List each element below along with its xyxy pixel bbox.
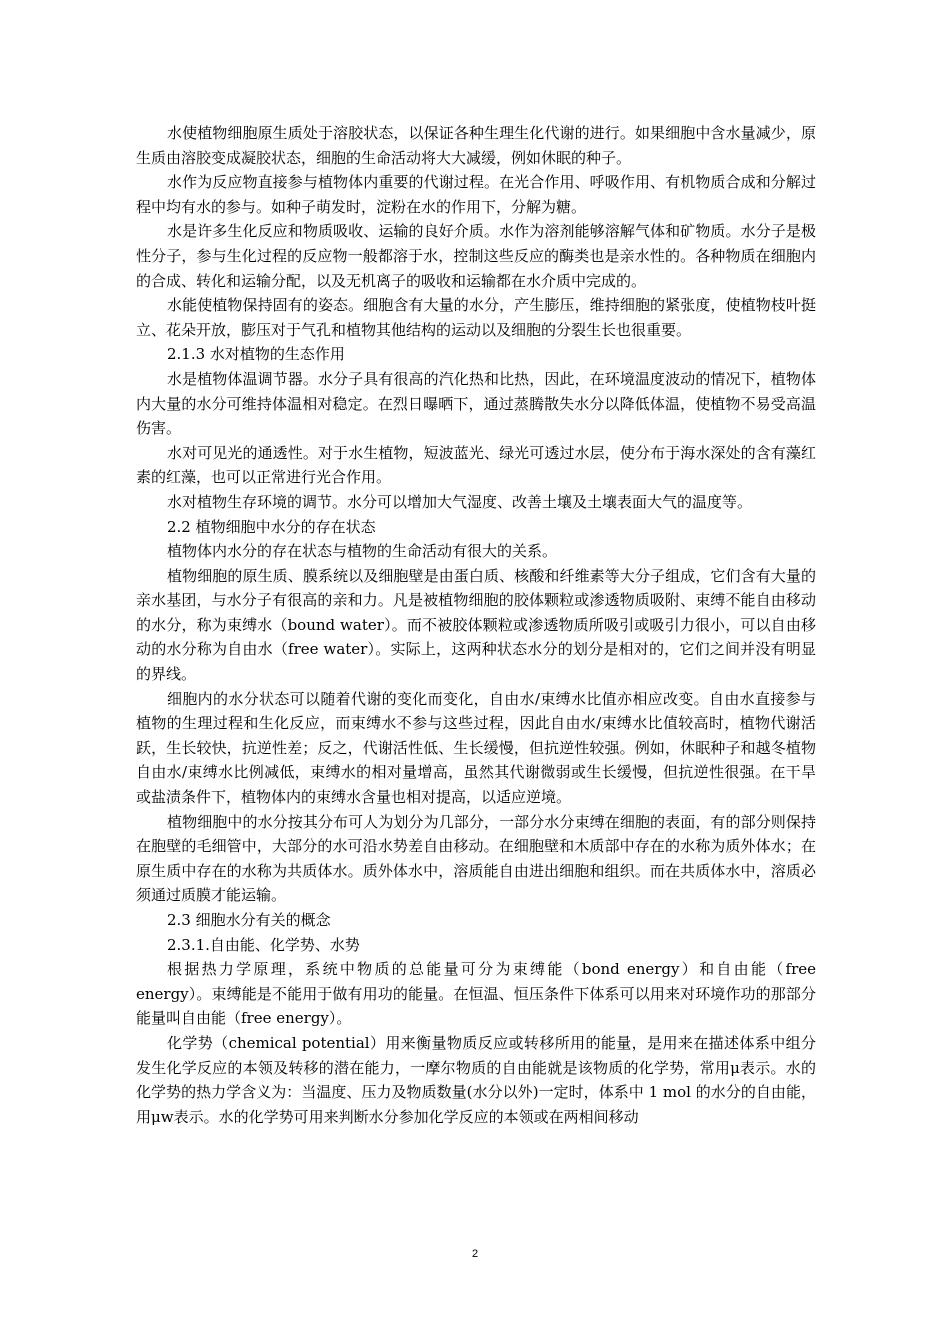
paragraph: 水对可见光的通透性。对于水生植物，短波蓝光、绿光可透过水层，使分布于海水深处的含有藻红素的红藻，也可以正常进行光合作用。 bbox=[136, 443, 816, 487]
section-heading: 2.1.3 水对植物的生态作用 bbox=[167, 345, 345, 364]
paragraph: 根据热力学原理，系统中物质的总能量可分为束缚能（bond energy）和自由能（free energy）。束缚能是不能用于做有用功的能量。在恒温、恒压条件下体系可以用来对环境作功的那部分能量叫自由能（free energy）。 bbox=[136, 960, 816, 1028]
paragraph: 植物细胞中的水分按其分布可人为划分为几部分，一部分水分束缚在细胞的表面，有的部分则保持在胞壁的毛细管中，大部分的水可沿水势差自由移动。在细胞壁和木质部中存在的水称为质外体水；在原生质中存在的水称为共质体水。质外体水中，溶质能自由进出细胞和组织。而在共质体水中，溶质必须通过质膜才能运输。 bbox=[136, 812, 816, 905]
paragraph: 植物细胞的原生质、膜系统以及细胞壁是由蛋白质、核酸和纤维素等大分子组成，它们含有大量的亲水基团，与水分子有很高的亲和力。凡是被植物细胞的胶体颗粒或渗透物质吸附、束缚不能自由移动的水分，称为束缚水（bound water）。而不被胶体颗粒或渗透物质所吸引或吸引力很小，可以自由移动的水分称为自由水（free water）。实际上，这两种状态水分的划分是相对的，它们之间并没有明显的界线。 bbox=[136, 566, 816, 684]
section-heading: 2.2 植物细胞中水分的存在状态 bbox=[167, 517, 376, 536]
paragraph: 水使植物细胞原生质处于溶胶状态，以保证各种生理生化代谢的进行。如果细胞中含水量减少，原生质由溶胶变成凝胶状态，细胞的生命活动将大大减缓，例如休眠的种子。 bbox=[136, 124, 816, 167]
paragraph: 植物体内水分的存在状态与植物的生命活动有很大的关系。 bbox=[167, 542, 558, 561]
paragraph: 水是许多生化反应和物质吸收、运输的良好介质。水作为溶剂能够溶解气体和矿物质。水分子是极性分子，参与生化过程的反应物一般都溶于水，控制这些反应的酶类也是亲水性的。各种物质在细胞内的合成、转化和运输分配，以及无机离子的吸收和运输都在水介质中完成的。 bbox=[136, 222, 816, 290]
paragraph: 水能使植物保持固有的姿态。细胞含有大量的水分，产生膨压，维持细胞的紧张度，使植物枝叶挺立、花朵开放，膨压对于气孔和植物其他结构的运动以及细胞的分裂生长也很重要。 bbox=[136, 296, 816, 339]
paragraph: 细胞内的水分状态可以随着代谢的变化而变化，自由水/束缚水比值亦相应改变。自由水直接参与植物的生理过程和生化反应，而束缚水不参与这些过程，因此自由水/束缚水比值较高时，植物代谢活跃，生长较快，抗逆性差；反之，代谢活性低、生长缓慢，但抗逆性较强。例如，休眠种子和越冬植物自由水/束缚水比例减低，束缚水的相对量增高，虽然其代谢微弱或生长缓慢，但抗逆性很强。在干旱或盐渍条件下，植物体内的束缚水含量也相对提高，以适应逆境。 bbox=[136, 689, 816, 807]
paragraph: 水是植物体温调节器。水分子具有很高的汽化热和比热，因此，在环境温度波动的情况下，植物体内大量的水分可维持体温相对稳定。在烈日曝晒下，通过蒸腾散失水分以降低体温，使植物不易受高温伤害。 bbox=[136, 369, 816, 438]
document-body bbox=[136, 121, 816, 1129]
paragraph: 化学势（chemical potential）用来衡量物质反应或转移所用的能量，是用来在描述体系中组分发生化学反应的本领及转移的潜在能力，一摩尔物质的自由能就是该物质的化学势，常用μ表示。水的化学势的热力学含义为：当温度、压力及物质数量(水分以外)一定时，体系中 1 mol 的水分的自由能，用μw表示。水的化学势可用来判断水分参加化学反应的本领或在两相间移动 bbox=[136, 1033, 816, 1126]
page-number: 2 bbox=[471, 1248, 479, 1260]
section-heading: 2.3 细胞水分有关的概念 bbox=[167, 911, 331, 929]
paragraph: 水作为反应物直接参与植物体内重要的代谢过程。在光合作用、呼吸作用、有机物质合成和分解过程中均有水的参与。如种子萌发时，淀粉在水的作用下，分解为糖。 bbox=[136, 173, 816, 216]
paragraph: 水对植物生存环境的调节。水分可以增加大气湿度、改善土壤及土壤表面大气的温度等。 bbox=[167, 492, 753, 511]
subsection-heading: 2.3.1.自由能、化学势、水势 bbox=[167, 935, 360, 954]
